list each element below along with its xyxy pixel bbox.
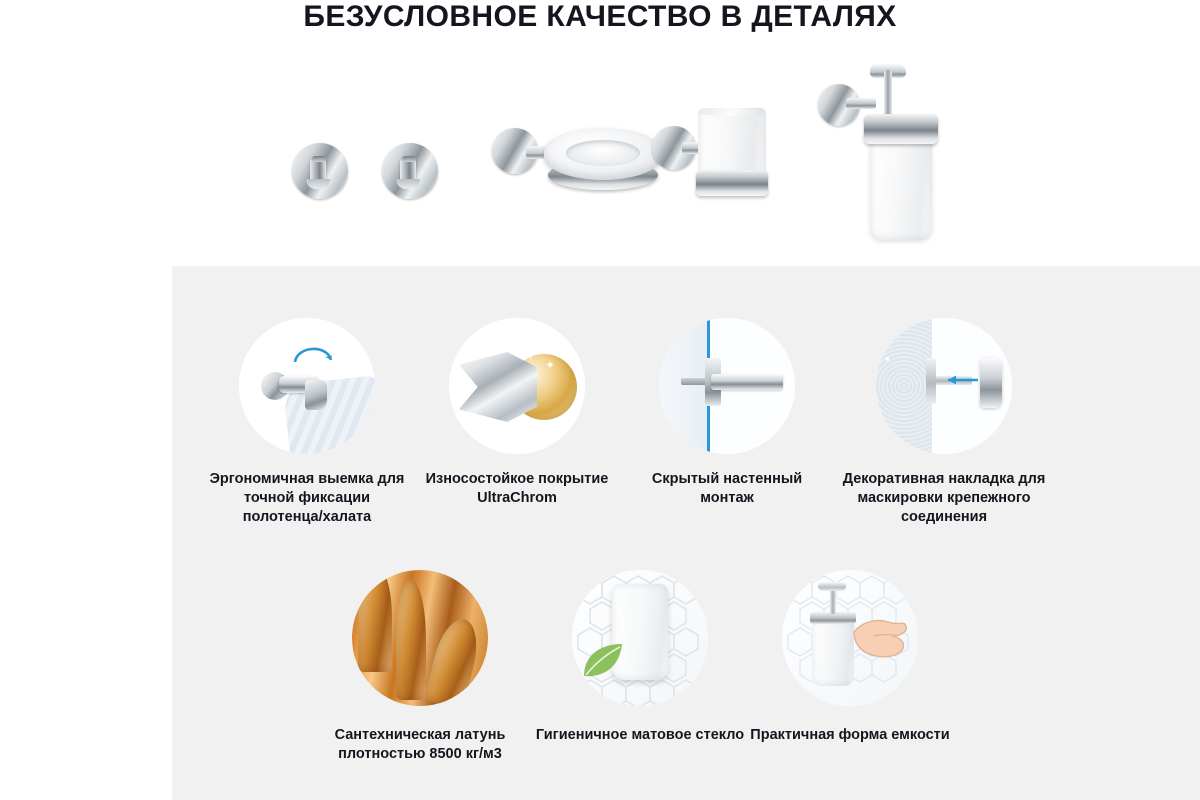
brass-tube [358,570,392,672]
dispenser-icon [870,134,932,240]
accessory-bar [711,374,783,390]
feature-caption: Скрытый настенный монтаж [651,471,803,506]
arrow-left-icon [940,372,980,388]
feature-caption: Гигиеничное матовое стекло [535,727,745,743]
hook-tip [305,380,327,410]
robe-hook-left [292,143,348,199]
dispenser-hand-icon [782,570,918,706]
cover-cap [980,358,1002,408]
hero-product-row [0,52,1200,257]
mount-flange [926,358,936,404]
brass-tubes-icon [352,570,488,706]
feature-caption: Сантехническая латунь плотностью 8500 кг/м3 [334,727,506,762]
wall-surface [659,318,709,454]
sparkle-icon: ✦ [545,358,556,372]
pump-stem [884,70,892,118]
feature-ultrachrom-coating [417,318,617,508]
brass-tube [396,580,426,700]
wall-surface [876,318,932,454]
soap-dispenser [818,70,948,246]
coating-shine-icon [449,318,585,454]
robe-hook-right [382,143,438,199]
feature-hidden-mount [627,318,827,508]
dispenser-collar [864,114,938,144]
page-title: БЕЗУСЛОВНОЕ КАЧЕСТВО В ДЕТАЛЯХ [303,0,897,33]
pump-head [818,582,846,591]
feature-caption: Износостойкое покрытие UltraChrom [425,471,609,506]
leaf-icon [580,640,624,680]
feature-caption: Эргономичная выемка для точной фиксации полотенца/халата [209,471,405,525]
hook-towel-icon [239,318,375,454]
feature-practical-shape [740,570,960,745]
features-panel [172,266,1200,800]
feature-ergonomic-notch [207,318,407,527]
feature-sanitary-brass [310,570,530,764]
hand-icon [846,602,912,676]
soap-dish-icon [544,128,662,180]
feature-decorative-cover [824,318,1064,527]
hook-notch [402,156,416,162]
feature-matte-glass [530,570,750,745]
feature-caption: Практичная форма емкости [750,727,950,743]
tumbler-collar [696,170,768,196]
feature-caption: Декоративная накладка для маскировки крепежного соединения [842,471,1046,525]
hidden-wall-mount-icon [659,318,795,454]
sparkle-icon: ✦ [523,344,539,364]
mount-arm [846,98,876,109]
tumbler-holder [652,108,772,200]
hook-notch [312,156,326,162]
curved-arrow-icon [291,340,335,366]
matte-glass-icon [572,570,708,706]
decorative-cover-icon [876,318,1012,454]
soap-dish [492,120,668,200]
